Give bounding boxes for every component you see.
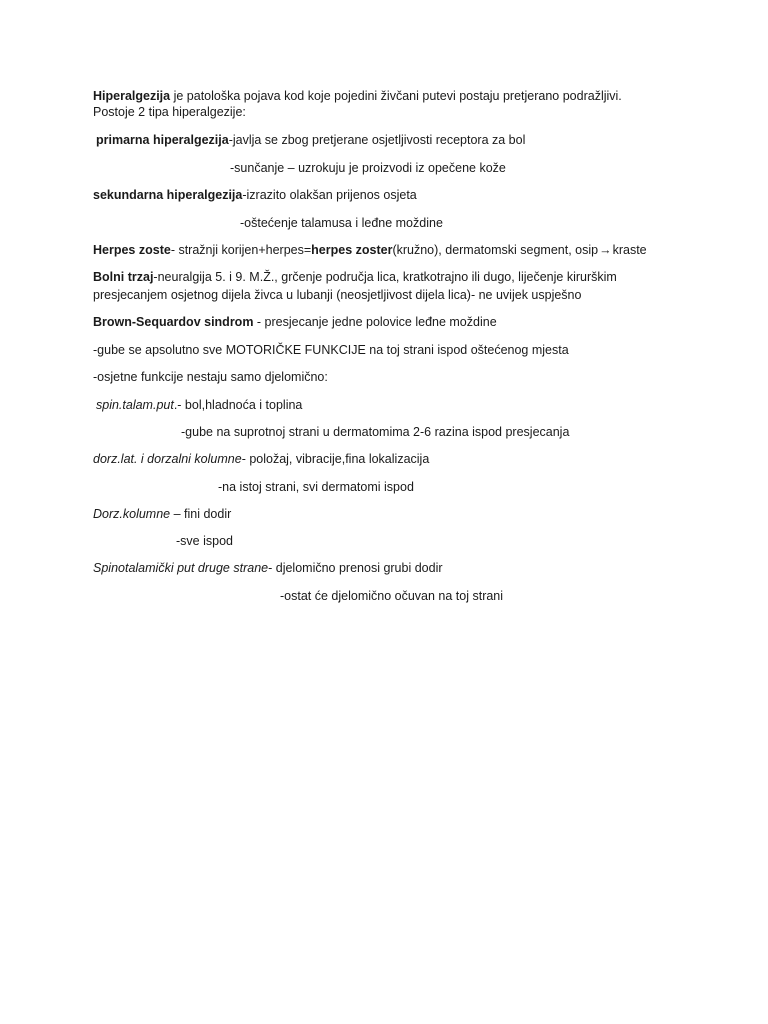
paragraph-primarna xyxy=(96,132,525,148)
term-herpes-zoste: Herpes zoste xyxy=(93,243,171,257)
paragraph-dorz-lat xyxy=(93,451,429,467)
paragraph-spinotalamicki xyxy=(93,560,443,576)
text-bolni-trzaj-description: -neuralgija 5. i 9. M.Ž., grčenje područja lica, kratkotrajno ili dugo, liječenje kirurškim xyxy=(153,270,617,284)
text-spin-talam-sub: -gube na suprotnoj strani u dermatomima 2-6 razina ispod presjecanja xyxy=(181,425,570,439)
arrow-right-icon: → xyxy=(599,243,612,257)
term-bolni-trzaj: Bolni trzaj xyxy=(93,270,154,284)
text-herpes-rest: (kružno), dermatomski segment, osip xyxy=(392,243,599,257)
term-spinotalamicki-put: Spinotalamički put druge strane xyxy=(93,561,269,575)
paragraph-spin-talam xyxy=(96,397,302,413)
term-primarna-hiperalgezija: primarna hiperalgezija xyxy=(96,133,229,147)
text-sekundarna-sub: -oštećenje talamusa i leđne moždine xyxy=(240,216,443,230)
paragraph-bolni-trzaj xyxy=(93,269,617,285)
text-sekundarna-description: -izrazito olakšan prijenos osjeta xyxy=(242,188,417,202)
term-dorz-lat: dorz.lat. i dorzalni kolumne xyxy=(93,452,242,466)
paragraph-sekundarna xyxy=(93,187,417,203)
text-osjetne-funkcije: -osjetne funkcije nestaju samo djelomično: xyxy=(93,370,328,384)
text-brown-sequard-description: - presjecanje jedne polovice leđne moždine xyxy=(253,315,497,329)
term-spin-talam-put: spin.talam.put xyxy=(96,398,174,412)
paragraph-herpes-zoster xyxy=(93,242,647,258)
text-herpes-mid: - stražnji korijen+herpes= xyxy=(170,243,312,257)
text-types-intro: Postoje 2 tipa hiperalgezije: xyxy=(93,105,246,119)
text-spinotalamicki-sub: -ostat će djelomično očuvan na toj strani xyxy=(280,589,504,603)
paragraph-brown-sequard xyxy=(93,314,497,330)
text-bolni-trzaj-line2: presjecanjem osjetnog dijela živca u lubanji (neosjetljivost dijela lica)- ne uvijek uspješno xyxy=(93,288,582,302)
text-primarna-sub: -sunčanje – uzrokuju je proizvodi iz opečene kože xyxy=(230,161,506,175)
text-dorz-lat-description: - položaj, vibracije,fina lokalizacija xyxy=(241,452,430,466)
text-hiperalgezija-definition: je patološka pojava kod koje pojedini živčani putevi postaju pretjerano podražljivi. xyxy=(170,89,622,103)
term-sekundarna-hiperalgezija: sekundarna hiperalgezija xyxy=(93,188,243,202)
text-spinotalamicki-description: - djelomično prenosi grubi dodir xyxy=(268,561,443,575)
term-herpes-zoster: herpes zoster xyxy=(311,243,393,257)
text-dorz-lat-sub: -na istoj strani, svi dermatomi ispod xyxy=(218,480,414,494)
text-spin-talam-description: .- bol,hladnoća i toplina xyxy=(173,398,303,412)
text-herpes-tail: kraste xyxy=(612,243,647,257)
term-brown-sequardov-sindrom: Brown-Sequardov sindrom xyxy=(93,315,254,329)
term-hiperalgezija: Hiperalgezija xyxy=(93,89,171,103)
paragraph-dorz-kolumne xyxy=(93,506,231,522)
text-dorz-kolumne-description: – fini dodir xyxy=(170,507,232,521)
paragraph-hiperalgezija xyxy=(93,88,622,104)
text-dorz-kolumne-sub: -sve ispod xyxy=(176,534,233,548)
text-motoricke-funkcije: -gube se apsolutno sve MOTORIČKE FUNKCIJE na toj strani ispod oštećenog mjesta xyxy=(93,343,569,357)
term-dorz-kolumne: Dorz.kolumne xyxy=(93,507,171,521)
text-primarna-description: -javlja se zbog pretjerane osjetljivosti receptora za bol xyxy=(228,133,526,147)
